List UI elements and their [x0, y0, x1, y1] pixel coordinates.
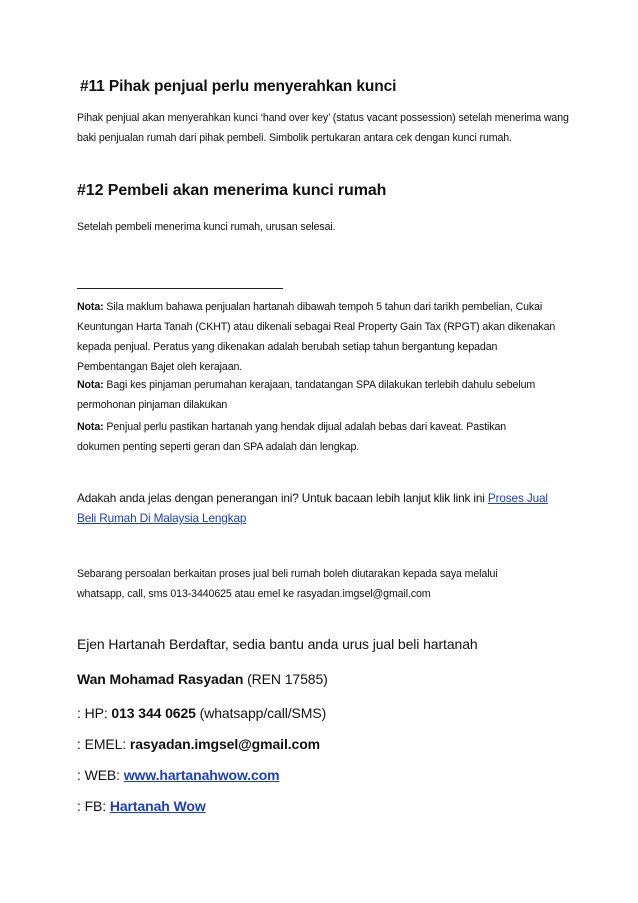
web-label: : WEB: [77, 767, 124, 783]
agent-email-line [77, 734, 577, 754]
hp-value: 013 344 0625 [111, 705, 196, 721]
web-link[interactable]: www.hartanahwow.com [123, 767, 280, 783]
divider-line [77, 288, 283, 289]
note-text: Bagi kes pinjaman perumahan kerajaan, tandatangan SPA dilakukan terlebih dahulu sebelum permohonan pinjaman dilakukan [77, 379, 536, 411]
more-info-paragraph [77, 488, 567, 528]
agent-tagline: Ejen Hartanah Berdaftar, sedia bantu anda urus jual beli hartanah [77, 636, 478, 652]
agent-fb-line [77, 796, 577, 816]
note-caveat [77, 417, 547, 457]
agent-web-line [77, 765, 577, 785]
section-12-body: Setelah pembeli menerima kunci rumah, urusan selesai. [77, 221, 336, 233]
section-12-heading: #12 Pembeli akan menerima kunci rumah [77, 182, 387, 199]
hp-suffix: (whatsapp/call/SMS) [195, 705, 327, 721]
fb-link[interactable]: Hartanah Wow [109, 798, 206, 814]
email-label: : EMEL: [77, 736, 130, 752]
fb-label: : FB: [77, 798, 110, 814]
note-government-loan [77, 375, 567, 415]
contact-note: Sebarang persoalan berkaitan proses jual beli rumah boleh diutarakan kepada saya melalui whatsapp, call, sms 013-3440625 atau emel ke rasyadan.imgsel@gmail.com [77, 568, 498, 600]
agent-name: Wan Mohamad Rasyadan [77, 671, 244, 687]
more-info-text: Adakah anda jelas dengan penerangan ini? Untuk bacaan lebih lanjut klik link ini [77, 491, 488, 505]
note-label: Nota: [77, 379, 104, 391]
agent-ren: (REN 17585) [243, 671, 328, 687]
note-text: Sila maklum bahawa penjualan hartanah dibawah tempoh 5 tahun dari tarikh pembelian, Cukai Keuntungan Harta Tanah (CKHT) atau dikenali sebagai Real Property Gain Tax (RPGT) akan dikenakan kepada penjual. Peratus yang dikenakan adalah berubah setiap tahun bergantung kepadan Pembentangan Bajet oleh kerajaan. [77, 301, 556, 373]
section-11-body: Pihak penjual akan menyerahkan kunci ‘hand over key’ (status vacant possession) setelah menerima wang baki penjualan rumah dari pihak pembeli. Simbolik pertukaran antara cek dengan kunci rumah. [77, 112, 569, 144]
agent-hp-line [77, 703, 577, 723]
note-label: Nota: [77, 301, 104, 313]
email-value: rasyadan.imgsel@gmail.com [129, 736, 321, 752]
note-label: Nota: [77, 421, 104, 433]
more-info-link[interactable]: Proses Jual Beli Rumah Di Malaysia Lengkap [77, 491, 548, 525]
note-text: Penjual perlu pastikan hartanah yang hendak dijual adalah bebas dari kaveat. Pastikan dokumen penting seperti geran dan SPA adalah dan lengkap. [77, 421, 507, 453]
note-rpgt [77, 297, 567, 377]
section-11-heading: #11 Pihak penjual perlu menyerahkan kunci [80, 78, 397, 95]
agent-name-line [77, 669, 577, 689]
hp-label: : HP: [77, 705, 112, 721]
